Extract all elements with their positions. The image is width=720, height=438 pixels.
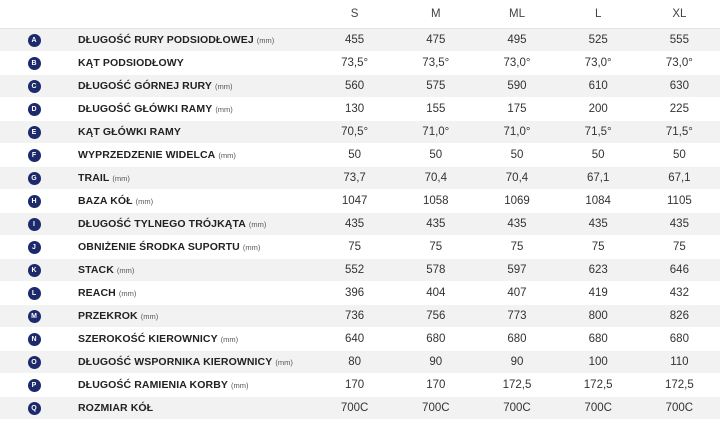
measurement-value: 172,5: [558, 374, 639, 397]
measurement-name: DŁUGOŚĆ GŁÓWKI RAMY: [78, 103, 213, 115]
table-row: [0, 98, 720, 121]
measurement-value: 90: [476, 351, 557, 374]
measurement-value: 73,0°: [639, 52, 720, 75]
measurement-value: 700C: [639, 397, 720, 420]
measurement-label-cell: [68, 259, 314, 282]
measurement-letter-badge: B: [28, 57, 41, 70]
measurement-name: DŁUGOŚĆ WSPORNIKA KIEROWNICY: [78, 356, 273, 368]
measurement-value: 700C: [395, 397, 476, 420]
measurement-name: PRZEKROK: [78, 310, 138, 322]
measurement-letter-badge: F: [28, 149, 41, 162]
table-row: [0, 167, 720, 190]
measurement-value: 736: [314, 305, 395, 328]
measurement-value: 597: [476, 259, 557, 282]
measurement-value: 50: [558, 144, 639, 167]
measurement-unit: (mm): [118, 289, 137, 298]
row-letter-cell: [0, 52, 68, 75]
measurement-letter-badge: E: [28, 126, 41, 139]
measurement-value: 680: [395, 328, 476, 351]
measurement-value: 71,5°: [639, 121, 720, 144]
measurement-value: 826: [639, 305, 720, 328]
measurement-unit: (mm): [256, 36, 275, 45]
measurement-label-cell: [68, 282, 314, 305]
measurement-unit: (mm): [116, 266, 135, 275]
table-row: [0, 121, 720, 144]
measurement-label-cell: [68, 52, 314, 75]
measurement-value: 646: [639, 259, 720, 282]
measurement-value: 50: [395, 144, 476, 167]
measurement-letter-badge: Q: [28, 402, 41, 415]
measurement-value: 71,5°: [558, 121, 639, 144]
row-letter-cell: [0, 98, 68, 121]
row-letter-cell: [0, 75, 68, 98]
measurement-value: 1105: [639, 190, 720, 213]
measurement-value: 73,7: [314, 167, 395, 190]
measurement-value: 455: [314, 29, 395, 52]
measurement-value: 800: [558, 305, 639, 328]
measurement-value: 407: [476, 282, 557, 305]
row-letter-cell: [0, 167, 68, 190]
row-letter-cell: [0, 213, 68, 236]
measurement-unit: (mm): [242, 243, 261, 252]
row-letter-cell: [0, 282, 68, 305]
measurement-value: 67,1: [639, 167, 720, 190]
table-row: [0, 190, 720, 213]
table-row: [0, 374, 720, 397]
measurement-value: 432: [639, 282, 720, 305]
measurement-letter-badge: D: [28, 103, 41, 116]
measurement-label-cell: [68, 397, 314, 420]
measurement-value: 70,4: [395, 167, 476, 190]
row-letter-cell: [0, 236, 68, 259]
measurement-unit: (mm): [220, 335, 239, 344]
measurement-value: 75: [314, 236, 395, 259]
measurement-value: 70,5°: [314, 121, 395, 144]
measurement-name: OBNIŻENIE ŚRODKA SUPORTU: [78, 241, 240, 253]
table-row: [0, 397, 720, 420]
measurement-value: 1084: [558, 190, 639, 213]
measurement-value: 73,5°: [314, 52, 395, 75]
measurement-value: 172,5: [476, 374, 557, 397]
table-row: [0, 52, 720, 75]
measurement-value: 495: [476, 29, 557, 52]
measurement-letter-badge: A: [28, 34, 41, 47]
measurement-value: 73,5°: [395, 52, 476, 75]
measurement-name: WYPRZEDZENIE WIDELCA: [78, 149, 216, 161]
row-letter-cell: [0, 190, 68, 213]
measurement-unit: (mm): [112, 174, 130, 183]
measurement-value: 396: [314, 282, 395, 305]
table-row: [0, 213, 720, 236]
measurement-value: 175: [476, 98, 557, 121]
measurement-label-cell: [68, 121, 314, 144]
measurement-unit: (mm): [230, 381, 249, 390]
measurement-value: 575: [395, 75, 476, 98]
measurement-value: 680: [476, 328, 557, 351]
table-row: [0, 75, 720, 98]
measurement-label-cell: [68, 190, 314, 213]
measurement-letter-badge: G: [28, 172, 41, 185]
measurement-value: 90: [395, 351, 476, 374]
measurement-value: 71,0°: [476, 121, 557, 144]
measurement-value: 71,0°: [395, 121, 476, 144]
measurement-value: 73,0°: [476, 52, 557, 75]
measurement-label-cell: [68, 213, 314, 236]
measurement-letter-badge: J: [28, 241, 41, 254]
measurement-unit: (mm): [214, 82, 233, 91]
measurement-value: 610: [558, 75, 639, 98]
measurement-letter-badge: M: [28, 310, 41, 323]
measurement-value: 640: [314, 328, 395, 351]
measurement-name: DŁUGOŚĆ GÓRNEJ RURY: [78, 80, 212, 92]
measurement-value: 80: [314, 351, 395, 374]
measurement-name: SZEROKOŚĆ KIEROWNICY: [78, 333, 218, 345]
measurement-value: 1058: [395, 190, 476, 213]
measurement-value: 70,4: [476, 167, 557, 190]
measurement-unit: (mm): [135, 197, 154, 206]
size-header-row: [0, 0, 720, 29]
measurement-value: 73,0°: [558, 52, 639, 75]
measurement-value: 475: [395, 29, 476, 52]
measurement-label-cell: [68, 75, 314, 98]
row-letter-cell: [0, 305, 68, 328]
measurement-letter-badge: H: [28, 195, 41, 208]
measurement-letter-badge: N: [28, 333, 41, 346]
measurement-value: 1069: [476, 190, 557, 213]
measurement-value: 419: [558, 282, 639, 305]
measurement-value: 110: [639, 351, 720, 374]
measurement-label-cell: [68, 236, 314, 259]
row-letter-cell: [0, 351, 68, 374]
measurement-unit: (mm): [248, 220, 267, 229]
measurement-value: 578: [395, 259, 476, 282]
table-row: [0, 305, 720, 328]
measurement-value: 100: [558, 351, 639, 374]
measurement-unit: (mm): [215, 105, 233, 114]
geometry-rows: [0, 29, 720, 420]
measurement-value: 435: [558, 213, 639, 236]
row-letter-cell: [0, 121, 68, 144]
measurement-name: DŁUGOŚĆ TYLNEGO TRÓJKĄTA: [78, 218, 246, 230]
row-letter-cell: [0, 374, 68, 397]
table-row: [0, 259, 720, 282]
header-blank: [68, 0, 314, 29]
measurement-value: 75: [395, 236, 476, 259]
table-row: [0, 328, 720, 351]
measurement-letter-badge: P: [28, 379, 41, 392]
measurement-value: 630: [639, 75, 720, 98]
measurement-label-cell: [68, 144, 314, 167]
measurement-value: 404: [395, 282, 476, 305]
size-header: L: [594, 8, 602, 20]
measurement-label-cell: [68, 29, 314, 52]
measurement-label-cell: [68, 328, 314, 351]
measurement-value: 756: [395, 305, 476, 328]
row-letter-cell: [0, 259, 68, 282]
measurement-value: 75: [476, 236, 557, 259]
measurement-letter-badge: I: [28, 218, 41, 231]
measurement-label-cell: [68, 167, 314, 190]
measurement-name: DŁUGOŚĆ RAMIENIA KORBY: [78, 379, 228, 391]
table-row: [0, 29, 720, 52]
measurement-value: 700C: [558, 397, 639, 420]
measurement-value: 75: [558, 236, 639, 259]
measurement-value: 170: [395, 374, 476, 397]
table-row: [0, 282, 720, 305]
size-header: S: [350, 8, 359, 20]
measurement-value: 1047: [314, 190, 395, 213]
measurement-value: 67,1: [558, 167, 639, 190]
measurement-name: KĄT GŁÓWKI RAMY: [78, 126, 181, 138]
measurement-name: KĄT PODSIODŁOWY: [78, 57, 184, 69]
measurement-value: 700C: [476, 397, 557, 420]
measurement-value: 435: [476, 213, 557, 236]
measurement-value: 525: [558, 29, 639, 52]
measurement-value: 200: [558, 98, 639, 121]
size-header: M: [431, 8, 441, 20]
row-letter-cell: [0, 29, 68, 52]
row-letter-cell: [0, 397, 68, 420]
measurement-letter-badge: L: [28, 287, 41, 300]
measurement-value: 50: [476, 144, 557, 167]
measurement-letter-badge: O: [28, 356, 41, 369]
measurement-unit: (mm): [140, 312, 159, 321]
measurement-value: 50: [639, 144, 720, 167]
row-letter-cell: [0, 328, 68, 351]
measurement-label-cell: [68, 351, 314, 374]
measurement-value: 680: [558, 328, 639, 351]
measurement-name: DŁUGOŚĆ RURY PODSIODŁOWEJ: [78, 34, 254, 46]
measurement-label-cell: [68, 305, 314, 328]
table-row: [0, 236, 720, 259]
measurement-value: 552: [314, 259, 395, 282]
measurement-value: 155: [395, 98, 476, 121]
measurement-unit: (mm): [218, 151, 236, 160]
measurement-name: STACK: [78, 264, 114, 276]
measurement-name: ROZMIAR KÓŁ: [78, 402, 154, 414]
size-header: ML: [508, 8, 525, 20]
measurement-value: 555: [639, 29, 720, 52]
measurement-value: 700C: [314, 397, 395, 420]
measurement-value: 623: [558, 259, 639, 282]
measurement-unit: (mm): [275, 358, 293, 367]
measurement-value: 225: [639, 98, 720, 121]
measurement-value: 560: [314, 75, 395, 98]
size-header: XL: [672, 8, 687, 20]
measurement-value: 50: [314, 144, 395, 167]
measurement-value: 773: [476, 305, 557, 328]
row-letter-cell: [0, 144, 68, 167]
measurement-name: REACH: [78, 287, 116, 299]
header-blank: [0, 0, 68, 29]
measurement-label-cell: [68, 98, 314, 121]
measurement-value: 435: [639, 213, 720, 236]
measurement-value: 172,5: [639, 374, 720, 397]
measurement-value: 680: [639, 328, 720, 351]
table-row: [0, 144, 720, 167]
table-row: [0, 351, 720, 374]
measurement-letter-badge: K: [28, 264, 41, 277]
measurement-value: 590: [476, 75, 557, 98]
measurement-value: 130: [314, 98, 395, 121]
measurement-name: TRAIL: [78, 172, 110, 184]
measurement-value: 75: [639, 236, 720, 259]
measurement-value: 170: [314, 374, 395, 397]
measurement-name: BAZA KÓŁ: [78, 195, 133, 207]
measurement-letter-badge: C: [28, 80, 41, 93]
measurement-value: 435: [395, 213, 476, 236]
measurement-value: 435: [314, 213, 395, 236]
measurement-label-cell: [68, 374, 314, 397]
